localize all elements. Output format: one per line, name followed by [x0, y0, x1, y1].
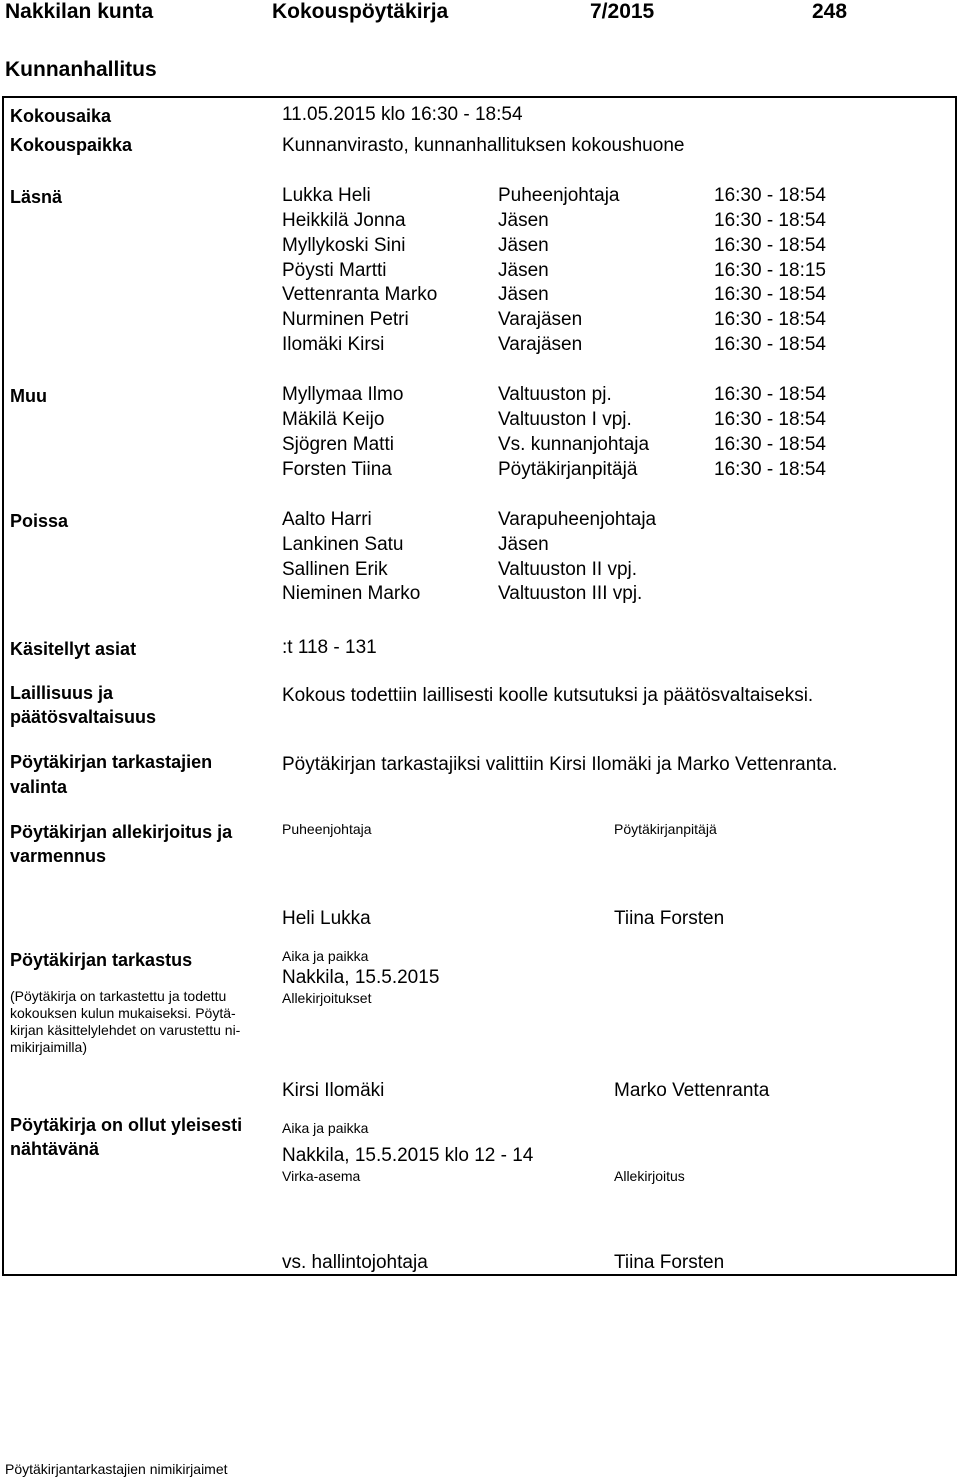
public-label-2: nähtävänä — [10, 1139, 100, 1159]
inspection-label: Pöytäkirjan tarkastus — [10, 950, 193, 970]
absent-name: Lankinen Satu — [282, 534, 404, 555]
public-signer-name: Tiina Forsten — [614, 1252, 725, 1273]
meeting-place-label: Kokouspaikka — [10, 135, 133, 155]
other-label: Muu — [10, 386, 47, 406]
public-signature-label: Allekirjoitus — [614, 1168, 685, 1184]
other-name: Myllymaa Ilmo — [282, 384, 404, 405]
absent-name: Sallinen Erik — [282, 559, 388, 580]
present-name: Myllykoski Sini — [282, 235, 406, 256]
signing-label-2: varmennus — [10, 846, 107, 866]
inspectors-label-2: valinta — [10, 777, 68, 797]
present-role: Varajäsen — [498, 309, 583, 330]
body-name: Kunnanhallitus — [5, 58, 157, 81]
public-label-1: Pöytäkirja on ollut yleisesti — [10, 1115, 243, 1135]
other-name: Sjögren Matti — [282, 434, 394, 455]
inspectors-text: Pöytäkirjan tarkastajiksi valittiin Kirsi Ilomäki ja Marko Vettenranta. — [282, 754, 838, 775]
legality-label-1: Laillisuus ja — [10, 683, 114, 703]
public-office: vs. hallintojohtaja — [282, 1252, 428, 1273]
legality-text: Kokous todettiin laillisesti koolle kutsutuksi ja päätösvaltaiseksi. — [282, 685, 814, 706]
present-time: 16:30 - 18:54 — [714, 284, 826, 305]
present-time: 16:30 - 18:54 — [714, 210, 826, 231]
present-role: Jäsen — [498, 210, 549, 231]
inspector-name-2: Marko Vettenranta — [614, 1080, 770, 1101]
other-time: 16:30 - 18:54 — [714, 409, 826, 430]
absent-label: Poissa — [10, 511, 69, 531]
present-time: 16:30 - 18:15 — [714, 260, 826, 281]
other-name: Forsten Tiina — [282, 459, 392, 480]
other-time: 16:30 - 18:54 — [714, 384, 826, 405]
absent-role: Valtuuston III vpj. — [498, 583, 643, 604]
legality-label-2: päätösvaltaisuus — [10, 707, 157, 727]
signing-role-secretary: Pöytäkirjanpitäjä — [614, 821, 717, 837]
present-time: 16:30 - 18:54 — [714, 309, 826, 330]
other-time: 16:30 - 18:54 — [714, 459, 826, 480]
signing-role-chair: Puheenjohtaja — [282, 821, 372, 837]
other-role: Vs. kunnanjohtaja — [498, 434, 650, 455]
document-number: 7/2015 — [590, 0, 655, 23]
present-role: Jäsen — [498, 235, 549, 256]
present-name: Heikkilä Jonna — [282, 210, 406, 231]
signing-name-chair: Heli Lukka — [282, 908, 371, 929]
other-role: Pöytäkirjanpitäjä — [498, 459, 638, 480]
present-name: Nurminen Petri — [282, 309, 409, 330]
meeting-time-value: 11.05.2015 klo 16:30 - 18:54 — [282, 104, 523, 125]
signing-name-secretary: Tiina Forsten — [614, 908, 725, 929]
inspection-time-place-label: Aika ja paikka — [282, 948, 369, 964]
present-name: Ilomäki Kirsi — [282, 334, 385, 355]
public-time-place-label: Aika ja paikka — [282, 1120, 369, 1136]
public-office-label: Virka-asema — [282, 1168, 361, 1184]
present-role: Jäsen — [498, 284, 549, 305]
present-time: 16:30 - 18:54 — [714, 334, 826, 355]
other-name: Mäkilä Keijo — [282, 409, 385, 430]
present-time: 16:30 - 18:54 — [714, 235, 826, 256]
page-number: 248 — [812, 0, 848, 23]
inspection-time-place: Nakkila, 15.5.2015 — [282, 967, 440, 988]
other-role: Valtuuston I vpj. — [498, 409, 632, 430]
absent-name: Aalto Harri — [282, 509, 372, 530]
present-role: Puheenjohtaja — [498, 185, 620, 206]
absent-role: Jäsen — [498, 534, 549, 555]
other-role: Valtuuston pj. — [498, 384, 612, 405]
inspection-note: (Pöytäkirja on tarkastettu ja todettu kokouksen kulun mukaiseksi. Pöytä-kirjan käsittelylehdet on varustettu ni-mikirjaimilla) — [10, 988, 241, 1055]
document-type: Kokouspöytäkirja — [272, 0, 449, 23]
inspectors-label-1: Pöytäkirjan tarkastajien — [10, 752, 213, 772]
meeting-time-label: Kokousaika — [10, 106, 112, 126]
items-label: Käsitellyt asiat — [10, 639, 137, 659]
present-time: 16:30 - 18:54 — [714, 185, 826, 206]
signing-label-1: Pöytäkirjan allekirjoitus ja — [10, 822, 233, 842]
present-name: Lukka Heli — [282, 185, 371, 206]
present-name: Vettenranta Marko — [282, 284, 438, 305]
inspector-name-1: Kirsi Ilomäki — [282, 1080, 385, 1101]
absent-role: Valtuuston II vpj. — [498, 559, 638, 580]
footer-initials-label: Pöytäkirjantarkastajien nimikirjaimet — [5, 1461, 228, 1477]
present-role: Varajäsen — [498, 334, 583, 355]
present-name: Pöysti Martti — [282, 260, 387, 281]
public-time-place: Nakkila, 15.5.2015 klo 12 - 14 — [282, 1145, 534, 1166]
items-value: :t 118 - 131 — [282, 637, 377, 658]
present-label: Läsnä — [10, 187, 63, 207]
other-time: 16:30 - 18:54 — [714, 434, 826, 455]
meeting-place-value: Kunnanvirasto, kunnanhallituksen kokoushuone — [282, 135, 685, 156]
present-role: Jäsen — [498, 260, 549, 281]
absent-role: Varapuheenjohtaja — [498, 509, 657, 530]
inspection-signatures-label: Allekirjoitukset — [282, 990, 372, 1006]
municipality-name: Nakkilan kunta — [5, 0, 154, 23]
absent-name: Nieminen Marko — [282, 583, 421, 604]
